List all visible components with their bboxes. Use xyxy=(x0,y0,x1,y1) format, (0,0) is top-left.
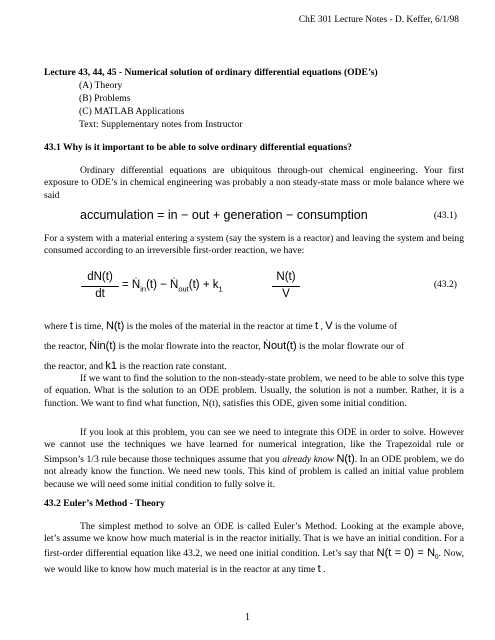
text: . xyxy=(320,563,326,575)
paragraph-text xyxy=(44,521,464,576)
outline-item: Text: Supplementary notes from Instructor xyxy=(79,119,243,130)
text: is the reaction rate constant. xyxy=(117,361,227,372)
text: is the moles of the material in the reactor at time xyxy=(124,321,316,332)
rhs-c: (t) + k xyxy=(188,279,219,291)
paragraph-text xyxy=(44,427,464,491)
equation-number: (43.1) xyxy=(433,210,457,221)
text: where xyxy=(44,321,70,332)
text: at any time xyxy=(272,563,318,575)
outline-item: (A) Theory xyxy=(79,80,123,91)
rhs-numerator: N(t) xyxy=(276,271,296,283)
text: is the volume of xyxy=(332,321,398,332)
symbol-definitions-line-3 xyxy=(44,359,227,373)
paragraph xyxy=(44,233,464,258)
paragraph-text: For a system with a material entering a system (say the system is a reactor) and leaving the system and being consumed according to an irreversible first-order reaction, we have: xyxy=(44,233,464,257)
paragraph xyxy=(44,165,464,202)
symbol-nout: Ṅout(t) xyxy=(263,340,297,352)
outline-item: (C) MATLAB Applications xyxy=(79,106,185,117)
lecture-title: Lecture 43, 44, 45 - Numerical solution of ordinary differential equations (ODE’s) xyxy=(44,67,378,78)
paragraph xyxy=(44,427,464,491)
symbol-t: t xyxy=(315,320,319,332)
outline-item: (B) Problems xyxy=(79,93,131,104)
emphasis-text: already know xyxy=(282,453,334,465)
text: If you look at this problem, you can see we need to integrate this ODE in order to solve. However we cannot use the techniques we have learned for numerical integration, like the Trapezoidal rule or Simpson’s 1/3 rule because those techniques assume that you xyxy=(44,427,464,465)
initial-condition-subscript: 0 xyxy=(435,552,439,561)
rhs-a: = Ṅ xyxy=(122,279,141,291)
symbol-t: t xyxy=(69,320,73,332)
sub-in: in xyxy=(140,284,147,294)
equation-number: (43.2) xyxy=(433,279,457,290)
text: is the molar flowrate into the reactor, xyxy=(116,341,263,352)
symbol-definitions-line-1 xyxy=(44,319,397,333)
rhs-denominator: V xyxy=(282,288,290,300)
section-heading-43-1: 43.1 Why is it important to be able to solve ordinary differential equations? xyxy=(44,142,352,153)
text: . Now, we would like to know how much material is in the reactor xyxy=(44,547,464,575)
symbol-v: V xyxy=(325,320,333,332)
lhs-denominator: dt xyxy=(95,288,105,300)
paragraph-text: Ordinary differential equations are ubiquitous through-out chemical engineering. Your first exposure to ODE’s in chemical engineering was probably a non steady-state mass or mole balance where we said xyxy=(44,165,464,201)
paragraph xyxy=(44,521,464,576)
text: . In an ODE problem, we do not already know the function. We need new tools. This kind of problem is called an initial value problem because we will need some initial condition to fully solve it. xyxy=(44,453,465,490)
equation-43-1: accumulation = in − out + generation − consumption xyxy=(80,208,368,222)
paragraph-text: If we want to find the solution to the non-steady-state problem, we need to be able to solve this type of equation. What is the solution to an ODE problem. Usually, the solution is not a number. Rather, it is a function. We want to find what function, N(t), satisfies this ODE, given some initial condition. xyxy=(44,373,464,409)
page-number: 1 xyxy=(245,612,250,623)
sub-out: out xyxy=(178,284,189,294)
paragraph xyxy=(44,373,464,410)
symbol-definitions-line-2 xyxy=(44,339,404,353)
symbol-nt: N(t) xyxy=(336,452,355,465)
text: is the molar flowrate our of xyxy=(296,341,405,352)
text: The simplest method to solve an ODE is called Euler’s Method. Looking at the example above, let’s assume we know how much material is in the reactor initially. That is we have an initial condition. For a first-order differential equation like 43.2, we need one initial condition. Let’s say that xyxy=(44,521,464,559)
text: the reactor, xyxy=(44,341,90,352)
section-heading-43-2: 43.2 Euler’s Method - Theory xyxy=(44,498,165,509)
running-header: ChE 301 Lecture Notes - D. Keffer, 6/1/98 xyxy=(298,15,459,25)
rhs-term xyxy=(122,278,223,294)
rhs-b: (t) − Ṅ xyxy=(146,279,179,291)
symbol-nt: N(t) xyxy=(105,320,125,332)
text: the reactor, and xyxy=(44,361,106,372)
sub-k: 1 xyxy=(218,284,223,294)
lhs-numerator: dN(t) xyxy=(87,271,113,283)
symbol-t: t xyxy=(317,562,321,575)
symbol-nin: Ṅin(t) xyxy=(89,340,117,352)
symbol-k1: k1 xyxy=(105,360,118,372)
initial-condition: N(t = 0) = N xyxy=(376,546,436,559)
text: is time, xyxy=(72,321,106,332)
text: , xyxy=(318,321,326,332)
